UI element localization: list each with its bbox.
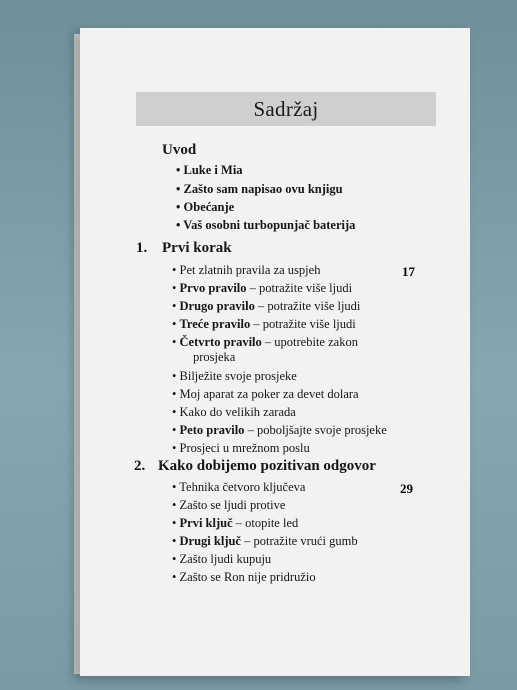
item-text: Tehnika četvoro ključeva bbox=[179, 480, 306, 494]
item-text: Pet zlatnih pravila za uspjeh bbox=[179, 263, 321, 277]
item-text: – otopite led bbox=[232, 516, 299, 530]
item-text: Zašto se Ron nije pridružio bbox=[179, 570, 316, 584]
bullet: • bbox=[172, 317, 177, 331]
bullet: • bbox=[172, 570, 177, 584]
section-page-number: 17 bbox=[402, 264, 415, 279]
uvod-item: • Obećanje bbox=[176, 200, 235, 214]
item-text: Prosjeci u mrežnom poslu bbox=[179, 441, 310, 455]
item-bold: Prvo pravilo bbox=[179, 281, 247, 295]
item-text: Bilježite svoje prosjeke bbox=[179, 369, 297, 383]
section-number: 1. bbox=[136, 240, 148, 256]
uvod-item: • Luke i Mia bbox=[176, 163, 243, 177]
toc-item bbox=[172, 570, 316, 585]
item-text: – upotrebite zakon bbox=[261, 335, 358, 349]
bullet: • bbox=[172, 516, 177, 530]
uvod-item-text: Obećanje bbox=[183, 200, 235, 214]
uvod-item: • Vaš osobni turbopunjač baterija bbox=[176, 218, 356, 232]
toc-item bbox=[172, 423, 387, 438]
toc-item bbox=[172, 317, 356, 332]
bullet: • bbox=[172, 387, 177, 401]
toc-item bbox=[172, 405, 296, 420]
toc-item bbox=[172, 299, 360, 314]
bullet: • bbox=[172, 552, 177, 566]
toc-item bbox=[172, 552, 271, 567]
bullet: • bbox=[172, 263, 177, 277]
bullet: • bbox=[172, 405, 177, 419]
toc-item bbox=[172, 369, 297, 384]
item-text: – potražite više ljudi bbox=[250, 317, 356, 331]
uvod-title: Uvod bbox=[162, 142, 197, 158]
toc-item bbox=[172, 387, 359, 402]
toc-item bbox=[172, 498, 285, 513]
toc-item bbox=[172, 441, 310, 456]
item-text: Kako do velikih zarada bbox=[179, 405, 296, 419]
uvod-item: • Zašto sam napisao ovu knjigu bbox=[176, 182, 343, 196]
section-title: Kako dobijemo pozitivan odgovor bbox=[158, 458, 376, 474]
uvod-item-text: Luke i Mia bbox=[183, 163, 243, 177]
item-text: – potražite više ljudi bbox=[254, 299, 361, 313]
item-bold: Drugi ključ bbox=[179, 534, 241, 548]
toc-item bbox=[172, 534, 358, 549]
item-text: Moj aparat za poker za devet dolara bbox=[179, 387, 359, 401]
item-bold: Prvi ključ bbox=[179, 516, 233, 530]
item-text: – poboljšajte svoje prosjeke bbox=[244, 423, 387, 437]
bullet: • bbox=[172, 498, 177, 512]
toc-item-continuation bbox=[193, 350, 235, 365]
item-bold: Drugo pravilo bbox=[179, 299, 255, 313]
bullet: • bbox=[172, 441, 177, 455]
page-heading: Sadržaj bbox=[253, 96, 319, 121]
toc-item bbox=[172, 516, 298, 531]
section-number: 2. bbox=[134, 458, 146, 474]
item-text: Zašto se ljudi protive bbox=[179, 498, 286, 512]
toc-item bbox=[172, 263, 320, 278]
item-text: prosjeka bbox=[193, 350, 236, 364]
toc-item bbox=[172, 335, 358, 350]
item-text: – potražite vrući gumb bbox=[240, 534, 358, 548]
uvod-item-text: Zašto sam napisao ovu knjigu bbox=[183, 182, 343, 196]
bullet: • bbox=[172, 281, 177, 295]
toc-item bbox=[172, 281, 352, 296]
item-bold: Peto pravilo bbox=[179, 423, 245, 437]
bullet: • bbox=[172, 423, 177, 437]
bullet: • bbox=[172, 335, 177, 349]
item-bold: Treće pravilo bbox=[179, 317, 251, 331]
item-text: – potražite više ljudi bbox=[246, 281, 353, 295]
item-bold: Četvrto pravilo bbox=[179, 335, 262, 349]
bullet: • bbox=[172, 534, 177, 548]
section-page-number: 29 bbox=[400, 481, 413, 496]
uvod-item-text: Vaš osobni turbopunjač baterija bbox=[183, 218, 356, 232]
section-title: Prvi korak bbox=[162, 240, 232, 256]
toc-item bbox=[172, 480, 305, 495]
bullet: • bbox=[172, 299, 177, 313]
bullet: • bbox=[172, 480, 177, 494]
bullet: • bbox=[172, 369, 177, 383]
item-text: Zašto ljudi kupuju bbox=[179, 552, 272, 566]
